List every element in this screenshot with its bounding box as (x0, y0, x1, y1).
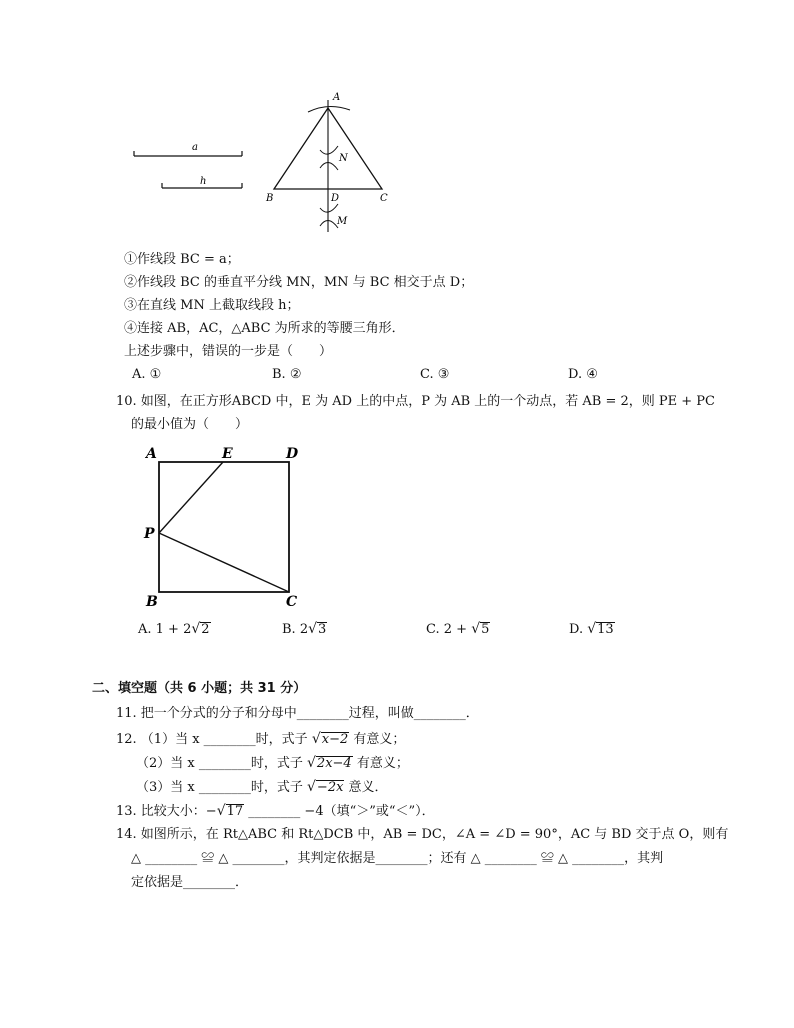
q9-option-a: A. ① (132, 367, 162, 382)
section-2-title: 二、填空题（共 6 小题；共 31 分） (92, 681, 307, 696)
construction-figure (120, 80, 420, 240)
q12-line1: 12. （1）当 x ________时，式子 √x−2 有意义； (116, 731, 406, 747)
step-1: ①作线段 BC = a； (124, 252, 240, 267)
q13: 13. 比较大小：−√17 ________ −4（填“＞”或“＜”）． (116, 803, 435, 819)
q10-option-a: A. 1 + 2√2 (138, 621, 210, 637)
arc-m2 (320, 220, 338, 228)
q10-line2: 的最小值为（ ） (131, 417, 249, 432)
step-4: ④连接 AB，AC，△ABC 为所求的等腰三角形． (124, 321, 405, 336)
q10-option-b: B. 2√3 (282, 621, 327, 637)
q14-line3: 定依据是________． (131, 875, 249, 890)
q12-line3: （3）当 x ________时，式子 √−2x 意义． (136, 779, 388, 795)
sq-point-a: A (146, 446, 157, 462)
segment-h-label: h (200, 176, 207, 187)
q14-line1: 14. 如图所示，在 Rt△ABC 和 Rt△DCB 中，AB = DC，∠A = ∠D = 90°，AC 与 BD 交于点 O，则有 (116, 827, 729, 842)
q9-option-d: D. ④ (568, 367, 598, 382)
sq-point-d: D (286, 446, 299, 462)
sq-point-p: P (144, 526, 155, 542)
q10-option-c: C. 2 + √5 (426, 621, 490, 637)
q10-line1: 10. 如图，在正方形ABCD 中，E 为 AD 上的中点，P 为 AB 上的一个动点，若 AB = 2，则 PE + PC (116, 394, 715, 409)
sq-point-e: E (222, 446, 233, 462)
point-m-label: M (337, 216, 348, 227)
q9-option-c: C. ③ (420, 367, 450, 382)
point-b-label: B (266, 193, 274, 204)
arc-m1 (320, 204, 338, 212)
point-d-label: D (331, 193, 340, 204)
square-abcd (159, 462, 289, 592)
point-a-label: A (333, 92, 341, 103)
point-c-label: C (380, 193, 388, 204)
q14-line2: △ ________ ≌ △ ________，其判定依据是________；还有 △ ________ ≌ △ ________，其判 (131, 851, 664, 866)
arc-n2 (320, 162, 338, 170)
arc-n1 (320, 146, 338, 154)
q12-line2: （2）当 x ________时，式子 √2x−4 有意义； (136, 755, 409, 771)
segment-pc (159, 533, 289, 592)
q9-prompt: 上述步骤中，错误的一步是（ ） (124, 344, 333, 359)
sq-point-c: C (286, 594, 298, 610)
segment-a-label: a (192, 142, 198, 153)
step-2: ②作线段 BC 的垂直平分线 MN，MN 与 BC 相交于点 D； (124, 275, 474, 290)
q9-option-b: B. ② (272, 367, 302, 382)
step-3: ③在直线 MN 上截取线段 h； (124, 298, 300, 313)
point-n-label: N (339, 153, 348, 164)
square-figure (140, 440, 320, 612)
q11: 11. 把一个分式的分子和分母中________过程，叫做________． (116, 706, 479, 721)
sq-point-b: B (146, 594, 158, 610)
q10-option-d: D. √13 (569, 621, 614, 637)
segment-pe (159, 462, 223, 533)
